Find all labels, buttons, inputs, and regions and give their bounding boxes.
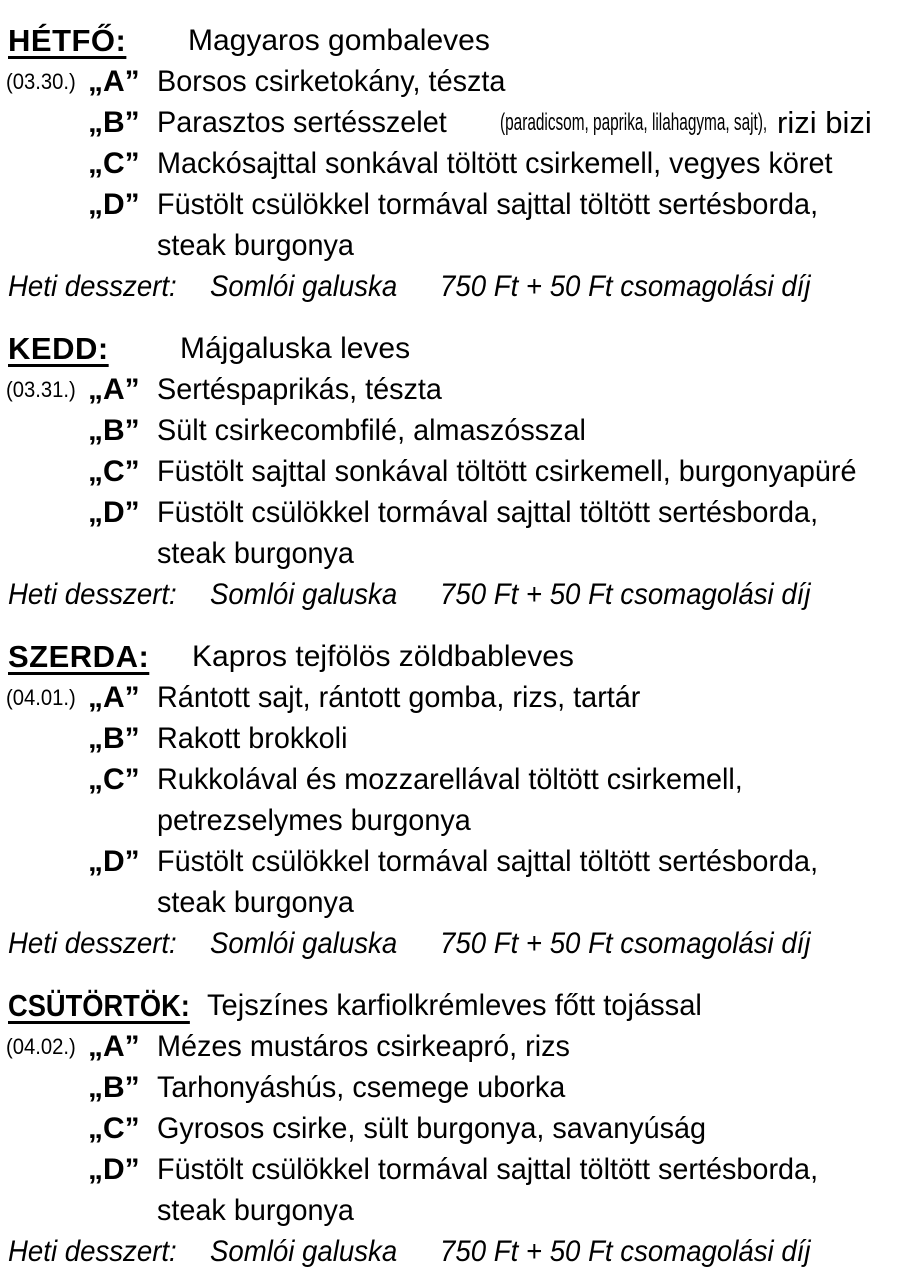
day-section-szerda [0, 636, 900, 964]
dessert-name: Somlói galuska [210, 927, 398, 960]
dessert-name: Somlói galuska [210, 1235, 398, 1268]
dish-text: Tarhonyáshús, csemege uborka [157, 1071, 566, 1104]
option-letter: „A” [88, 65, 140, 98]
day-name: KEDD: [8, 331, 109, 366]
menu-item-row [0, 143, 900, 184]
dish-text-continuation: petrezselymes burgonya [157, 804, 471, 837]
date-label: (03.31.) [6, 377, 76, 402]
menu-item-row [0, 410, 900, 451]
dessert-price: 750 Ft + 50 Ft csomagolási díj [440, 1235, 811, 1268]
dish-text: Füstölt csülökkel tormával sajttal töltött sertésborda, [157, 188, 819, 221]
dish-text: Mackósajttal sonkával töltött csirkemell, vegyes köret [157, 147, 833, 180]
dish-text-continuation: steak burgonya [157, 1194, 354, 1227]
day-section-csutortok [0, 985, 900, 1272]
day-section-kedd [0, 328, 900, 615]
dish-text: Füstölt csülökkel tormával sajttal töltött sertésborda, [157, 1153, 819, 1186]
day-name: CSÜTÖRTÖK: [8, 988, 190, 1023]
menu-item-row [0, 1067, 900, 1108]
option-letter: „B” [88, 414, 140, 447]
option-letter: „C” [88, 763, 140, 796]
menu-item-row [0, 369, 900, 410]
menu-item-row [0, 184, 900, 225]
dish-text: Rakott brokkoli [157, 722, 348, 755]
dessert-row [0, 923, 900, 964]
dish-text: Füstölt csülökkel tormával sajttal töltött sertésborda, [157, 845, 819, 878]
option-letter: „B” [88, 106, 140, 139]
option-letter: „A” [88, 373, 140, 406]
option-letter: „B” [88, 722, 140, 755]
menu-item-row [0, 677, 900, 718]
menu-item-row [0, 1149, 900, 1190]
option-letter: „D” [88, 496, 140, 529]
dessert-price: 750 Ft + 50 Ft csomagolási díj [440, 578, 811, 611]
dish-text: Sertéspaprikás, tészta [157, 373, 442, 406]
menu-item-row [0, 451, 900, 492]
dish-text: Rukkolával és mozzarellával töltött csirkemell, [157, 763, 743, 796]
menu-item-row [0, 841, 900, 882]
soup-name: Májgaluska leves [180, 332, 411, 365]
dish-text-continuation: steak burgonya [157, 886, 354, 919]
dish-text: Borsos csirketokány, tészta [157, 65, 506, 98]
dessert-row [0, 1231, 900, 1272]
dessert-label: Heti desszert: [8, 270, 177, 303]
dish-text: Rántott sajt, rántott gomba, rizs, tartár [157, 681, 641, 714]
menu-item-continuation [0, 800, 900, 841]
dish-text: Parasztos sertésszelet [157, 106, 447, 139]
day-header [0, 636, 900, 677]
option-letter: „C” [88, 455, 140, 488]
dessert-name: Somlói galuska [210, 578, 398, 611]
dish-ingredients-note: (paradicsom, paprika, lilahagyma, sajt), [500, 109, 768, 136]
day-header [0, 328, 900, 369]
dish-text: Gyrosos csirke, sült burgonya, savanyúság [157, 1112, 707, 1145]
option-letter: „D” [88, 1153, 140, 1186]
dessert-price: 750 Ft + 50 Ft csomagolási díj [440, 927, 811, 960]
dessert-label: Heti desszert: [8, 578, 177, 611]
dish-side-text: rizi bizi [777, 105, 872, 140]
dessert-label: Heti desszert: [8, 1235, 177, 1268]
dessert-label: Heti desszert: [8, 927, 177, 960]
menu-item-continuation [0, 882, 900, 923]
menu-item-row [0, 61, 900, 102]
day-header [0, 985, 900, 1026]
soup-name: Magyaros gombaleves [188, 24, 490, 57]
menu-item-continuation [0, 1190, 900, 1231]
option-letter: „D” [88, 188, 140, 221]
menu-item-continuation [0, 225, 900, 266]
option-letter: „D” [88, 845, 140, 878]
option-letter: „A” [88, 681, 140, 714]
menu-item-row [0, 1108, 900, 1149]
day-header [0, 20, 900, 61]
dessert-row [0, 266, 900, 307]
dish-text-continuation: steak burgonya [157, 229, 354, 262]
dish-text-continuation: steak burgonya [157, 537, 354, 570]
date-label: (04.01.) [6, 685, 76, 710]
day-name: HÉTFŐ: [8, 23, 127, 58]
day-name: SZERDA: [8, 639, 150, 674]
date-label: (04.02.) [6, 1034, 76, 1059]
dish-text: Füstölt sajttal sonkával töltött csirkemell, burgonyapüré [157, 455, 857, 488]
dish-text: Füstölt csülökkel tormával sajttal töltött sertésborda, [157, 496, 819, 529]
menu-item-row [0, 102, 900, 143]
option-letter: „B” [88, 1071, 140, 1104]
day-section-hetfo [0, 20, 900, 307]
dessert-name: Somlói galuska [210, 270, 398, 303]
soup-name: Kapros tejfölös zöldbableves [192, 640, 574, 673]
menu-item-row [0, 718, 900, 759]
dish-text: Sült csirkecombfilé, almaszósszal [157, 414, 586, 447]
option-letter: „C” [88, 147, 140, 180]
dessert-row [0, 574, 900, 615]
menu-item-row [0, 759, 900, 800]
dish-text: Mézes mustáros csirkeapró, rizs [157, 1030, 570, 1063]
menu-item-continuation [0, 533, 900, 574]
menu-item-row [0, 1026, 900, 1067]
date-label: (03.30.) [6, 69, 76, 94]
option-letter: „C” [88, 1112, 140, 1145]
soup-name: Tejszínes karfiolkrémleves főtt tojással [207, 989, 702, 1022]
dessert-price: 750 Ft + 50 Ft csomagolási díj [440, 270, 811, 303]
option-letter: „A” [88, 1030, 140, 1063]
menu-item-row [0, 492, 900, 533]
